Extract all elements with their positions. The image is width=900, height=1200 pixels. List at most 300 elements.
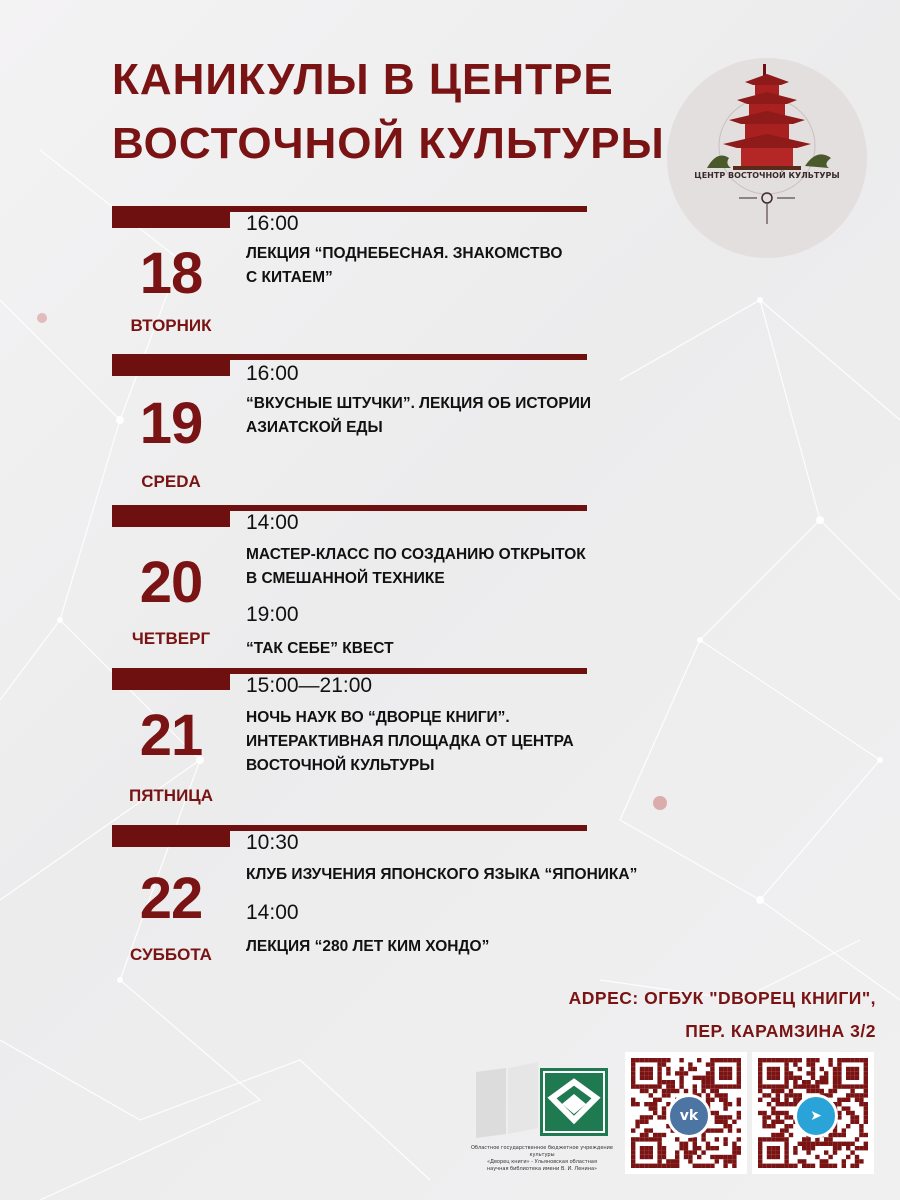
qr-module (635, 1084, 639, 1088)
qr-module (719, 1120, 723, 1124)
qr-module (706, 1098, 710, 1102)
qr-module (776, 1089, 780, 1093)
qr-module (758, 1146, 762, 1150)
event-description (246, 242, 706, 290)
qr-module (723, 1106, 727, 1110)
qr-module (802, 1137, 806, 1141)
qr-module (776, 1111, 780, 1115)
qr-module (640, 1084, 644, 1088)
qr-module (793, 1058, 797, 1062)
qr-module (732, 1058, 736, 1062)
qr-module (631, 1150, 635, 1154)
event-description-line: “ТАК СЕБЕ” КВЕСТ (246, 640, 394, 657)
qr-module (635, 1102, 639, 1106)
qr-module (767, 1093, 771, 1097)
qr-module (864, 1106, 868, 1110)
qr-module (710, 1164, 714, 1168)
qr-module (728, 1067, 732, 1071)
qr-module (815, 1089, 819, 1093)
event-description-line: ЛЕКЦИЯ “ПОДНЕБЕСНАЯ. ЗНАКОМСТВО (246, 245, 563, 262)
qr-module (657, 1098, 661, 1102)
qr-module (644, 1084, 648, 1088)
qr-module (635, 1164, 639, 1168)
qr-module (855, 1120, 859, 1124)
qr-module (767, 1058, 771, 1062)
qr-module (657, 1133, 661, 1137)
qr-module (666, 1159, 670, 1163)
qr-module (728, 1071, 732, 1075)
qr-module (675, 1155, 679, 1159)
qr-module (833, 1076, 837, 1080)
qr-module (806, 1071, 810, 1075)
qr-module (640, 1120, 644, 1124)
qr-module (644, 1102, 648, 1106)
qr-module (758, 1155, 762, 1159)
qr-module (679, 1058, 683, 1062)
qr-module (723, 1164, 727, 1168)
event-description (246, 637, 706, 661)
qr-module (631, 1137, 635, 1141)
qr-module (723, 1098, 727, 1102)
qr-module (666, 1058, 670, 1062)
title-line-2: ВОСТОЧНОЙ КУЛЬТУРЫ (112, 119, 665, 168)
qr-module (732, 1164, 736, 1168)
qr-module (662, 1133, 666, 1137)
qr-module (640, 1071, 644, 1075)
qr-module (767, 1067, 771, 1071)
qr-module (666, 1067, 670, 1071)
qr-module (806, 1062, 810, 1066)
qr-module (767, 1155, 771, 1159)
qr-module (806, 1146, 810, 1150)
qr-module (644, 1115, 648, 1119)
qr-module (776, 1071, 780, 1075)
qr-module (784, 1076, 788, 1080)
qr-module (864, 1089, 868, 1093)
qr-module (811, 1067, 815, 1071)
qr-module (758, 1080, 762, 1084)
qr-module (828, 1142, 832, 1146)
qr-module (644, 1058, 648, 1062)
qr-module (644, 1076, 648, 1080)
day-tab (112, 206, 230, 228)
qr-module (723, 1115, 727, 1119)
qr-module (864, 1058, 868, 1062)
qr-module (631, 1071, 635, 1075)
qr-module (789, 1076, 793, 1080)
qr-code-vk[interactable] (625, 1052, 747, 1174)
qr-module (846, 1067, 850, 1071)
qr-module (631, 1164, 635, 1168)
qr-module (723, 1120, 727, 1124)
qr-module (684, 1142, 688, 1146)
qr-module (864, 1146, 868, 1150)
qr-module (662, 1111, 666, 1115)
qr-module (653, 1102, 657, 1106)
qr-module (653, 1133, 657, 1137)
qr-module (715, 1155, 719, 1159)
qr-module (662, 1106, 666, 1110)
qr-module (767, 1164, 771, 1168)
qr-module (701, 1089, 705, 1093)
qr-module (837, 1062, 841, 1066)
qr-module (679, 1142, 683, 1146)
qr-module (837, 1146, 841, 1150)
event-description-line: В СМЕШАННОЙ ТЕХНИКЕ (246, 570, 445, 587)
qr-code-telegram[interactable] (752, 1052, 874, 1174)
qr-module (793, 1146, 797, 1150)
qr-module (776, 1098, 780, 1102)
qr-module (811, 1146, 815, 1150)
event-time: 16:00 (246, 362, 299, 385)
qr-module (701, 1076, 705, 1080)
qr-module (662, 1115, 666, 1119)
qr-module (706, 1084, 710, 1088)
qr-module (737, 1071, 741, 1075)
qr-module (649, 1058, 653, 1062)
qr-module (688, 1155, 692, 1159)
qr-module (732, 1159, 736, 1163)
qr-module (824, 1142, 828, 1146)
qr-module (657, 1115, 661, 1119)
center-logo (667, 58, 867, 258)
qr-module (771, 1058, 775, 1062)
qr-module (649, 1093, 653, 1097)
library-logo-icon (540, 1068, 608, 1136)
qr-module (723, 1124, 727, 1128)
qr-module (789, 1058, 793, 1062)
qr-module (855, 1137, 859, 1141)
qr-module (846, 1076, 850, 1080)
qr-module (635, 1137, 639, 1141)
qr-module (837, 1067, 841, 1071)
qr-module (780, 1111, 784, 1115)
qr-module (715, 1089, 719, 1093)
qr-module (719, 1067, 723, 1071)
qr-module (693, 1164, 697, 1168)
qr-module (855, 1164, 859, 1168)
qr-module (859, 1146, 863, 1150)
qr-module (776, 1067, 780, 1071)
qr-module (644, 1067, 648, 1071)
qr-module (653, 1137, 657, 1141)
qr-module (640, 1058, 644, 1062)
qr-module (653, 1084, 657, 1088)
qr-module (824, 1164, 828, 1168)
qr-module (789, 1093, 793, 1097)
qr-module (864, 1093, 868, 1097)
qr-module (649, 1076, 653, 1080)
event-description-line: КЛУБ ИЗУЧЕНИЯ ЯПОНСКОГО ЯЗЫКА “ЯПОНИКА” (246, 866, 638, 883)
weekday-label: ПЯТНИЦА (128, 786, 213, 805)
qr-module (850, 1089, 854, 1093)
qr-module (693, 1067, 697, 1071)
qr-module (732, 1084, 736, 1088)
qr-module (758, 1089, 762, 1093)
qr-module (758, 1058, 762, 1062)
qr-module (762, 1124, 766, 1128)
qr-module (728, 1124, 732, 1128)
qr-module (780, 1058, 784, 1062)
qr-module (644, 1128, 648, 1132)
qr-module (666, 1164, 670, 1168)
qr-module (828, 1155, 832, 1159)
qr-module (715, 1120, 719, 1124)
event-description (246, 935, 706, 959)
qr-module (784, 1142, 788, 1146)
qr-module (780, 1128, 784, 1132)
qr-module (710, 1155, 714, 1159)
qr-module (859, 1102, 863, 1106)
qr-module (631, 1067, 635, 1071)
qr-module (824, 1076, 828, 1080)
qr-module (662, 1155, 666, 1159)
qr-module (811, 1062, 815, 1066)
qr-module (771, 1098, 775, 1102)
qr-module (784, 1111, 788, 1115)
event-description-line: ЛЕКЦИЯ “280 ЛЕТ КИМ ХОНДО” (246, 938, 490, 955)
qr-module (842, 1142, 846, 1146)
qr-module (679, 1080, 683, 1084)
qr-module (662, 1150, 666, 1154)
qr-module (706, 1062, 710, 1066)
qr-module (723, 1067, 727, 1071)
qr-module (837, 1076, 841, 1080)
qr-module (675, 1071, 679, 1075)
event-description-line: ВОСТОЧНОЙ КУЛЬТУРЫ (246, 757, 435, 774)
qr-module (662, 1089, 666, 1093)
weekday-label: СРЕDА (141, 472, 201, 491)
qr-module (640, 1133, 644, 1137)
qr-module (737, 1150, 741, 1154)
qr-module (640, 1089, 644, 1093)
qr-module (662, 1080, 666, 1084)
qr-module (649, 1106, 653, 1110)
qr-module (631, 1058, 635, 1062)
qr-module (771, 1071, 775, 1075)
qr-module (640, 1155, 644, 1159)
qr-module (789, 1089, 793, 1093)
qr-module (693, 1084, 697, 1088)
qr-module (767, 1115, 771, 1119)
qr-module (806, 1089, 810, 1093)
qr-module (828, 1137, 832, 1141)
qr-module (864, 1080, 868, 1084)
qr-module (864, 1115, 868, 1119)
qr-module (688, 1159, 692, 1163)
qr-module (864, 1102, 868, 1106)
qr-module (657, 1142, 661, 1146)
qr-module (784, 1137, 788, 1141)
qr-module (780, 1133, 784, 1137)
library-caption-line-3: научная библиотека имени В. И. Ленина» (486, 1166, 598, 1172)
qr-module (657, 1058, 661, 1062)
qr-module (697, 1076, 701, 1080)
qr-module (767, 1071, 771, 1075)
qr-module (820, 1089, 824, 1093)
qr-module (824, 1137, 828, 1141)
qr-module (732, 1142, 736, 1146)
qr-module (850, 1076, 854, 1080)
qr-module (789, 1164, 793, 1168)
qr-module (728, 1076, 732, 1080)
qr-module (653, 1058, 657, 1062)
qr-module (850, 1111, 854, 1115)
qr-module (767, 1076, 771, 1080)
qr-module (828, 1089, 832, 1093)
qr-module (767, 1150, 771, 1154)
qr-module (789, 1102, 793, 1106)
qr-module (855, 1155, 859, 1159)
qr-module (631, 1146, 635, 1150)
qr-module (653, 1111, 657, 1115)
qr-module (798, 1142, 802, 1146)
qr-module (864, 1067, 868, 1071)
qr-module (828, 1093, 832, 1097)
qr-module (758, 1084, 762, 1088)
qr-module (706, 1093, 710, 1097)
qr-module (815, 1058, 819, 1062)
qr-module (649, 1115, 653, 1119)
qr-module (693, 1146, 697, 1150)
address-line-1: АDРЕС: ОГБУК "DВОРЕЦ КНИГИ", (568, 988, 876, 1008)
qr-module (737, 1137, 741, 1141)
qr-module (855, 1146, 859, 1150)
qr-module (631, 1062, 635, 1066)
qr-module (806, 1150, 810, 1154)
qr-module (833, 1164, 837, 1168)
qr-module (784, 1067, 788, 1071)
qr-module (723, 1058, 727, 1062)
qr-module (644, 1071, 648, 1075)
qr-module (811, 1164, 815, 1168)
qr-module (776, 1133, 780, 1137)
qr-module (789, 1124, 793, 1128)
qr-module (864, 1084, 868, 1088)
qr-module (842, 1058, 846, 1062)
qr-module (762, 1111, 766, 1115)
qr-module (771, 1111, 775, 1115)
qr-module (631, 1155, 635, 1159)
qr-module (855, 1084, 859, 1088)
qr-module (780, 1084, 784, 1088)
qr-module (864, 1120, 868, 1124)
qr-module (846, 1106, 850, 1110)
qr-module (855, 1159, 859, 1163)
qr-module (771, 1089, 775, 1093)
qr-module (758, 1062, 762, 1066)
qr-module (675, 1137, 679, 1141)
qr-module (820, 1164, 824, 1168)
qr-module (784, 1102, 788, 1106)
qr-module (640, 1076, 644, 1080)
day-number: 22 (139, 866, 203, 931)
qr-module (653, 1106, 657, 1110)
qr-module (793, 1164, 797, 1168)
qr-module (828, 1164, 832, 1168)
qr-module (635, 1120, 639, 1124)
title-line-1: КАНИКУЛЫ В ЦЕНТРЕ (112, 55, 614, 104)
qr-module (771, 1076, 775, 1080)
qr-module (715, 1111, 719, 1115)
qr-module (662, 1146, 666, 1150)
qr-module (802, 1080, 806, 1084)
qr-module (631, 1159, 635, 1163)
qr-module (657, 1150, 661, 1154)
qr-module (737, 1058, 741, 1062)
event-description-line: АЗИАТСКОЙ ЕДЫ (246, 419, 383, 436)
event-time: 14:00 (246, 901, 299, 924)
qr-module (855, 1093, 859, 1097)
qr-module (802, 1142, 806, 1146)
qr-module (732, 1155, 736, 1159)
qr-module (710, 1067, 714, 1071)
qr-module (710, 1062, 714, 1066)
qr-module (846, 1093, 850, 1097)
qr-module (784, 1071, 788, 1075)
qr-module (723, 1084, 727, 1088)
qr-module (644, 1133, 648, 1137)
qr-module (842, 1159, 846, 1163)
qr-module (771, 1146, 775, 1150)
qr-module (842, 1128, 846, 1132)
qr-module (684, 1155, 688, 1159)
qr-module (719, 1115, 723, 1119)
qr-module (649, 1071, 653, 1075)
qr-module (758, 1159, 762, 1163)
qr-module (864, 1076, 868, 1080)
qr-module (697, 1058, 701, 1062)
qr-module (710, 1076, 714, 1080)
qr-module (806, 1058, 810, 1062)
qr-module (679, 1071, 683, 1075)
qr-module (631, 1080, 635, 1084)
qr-module (784, 1084, 788, 1088)
qr-module (784, 1080, 788, 1084)
qr-module (802, 1084, 806, 1088)
qr-module (666, 1080, 670, 1084)
qr-module (776, 1146, 780, 1150)
vk-icon: vk (667, 1094, 711, 1138)
event-description (246, 863, 706, 887)
qr-module (728, 1155, 732, 1159)
qr-module (644, 1137, 648, 1141)
weekday-label: ЧЕТВЕРГ (131, 629, 211, 648)
qr-module (784, 1128, 788, 1132)
qr-module (666, 1071, 670, 1075)
qr-module (776, 1093, 780, 1097)
qr-module (842, 1106, 846, 1110)
qr-module (784, 1124, 788, 1128)
qr-module (706, 1071, 710, 1075)
qr-module (697, 1155, 701, 1159)
qr-module (762, 1137, 766, 1141)
qr-module (701, 1080, 705, 1084)
qr-module (693, 1142, 697, 1146)
qr-module (771, 1150, 775, 1154)
qr-module (701, 1150, 705, 1154)
qr-module (732, 1146, 736, 1150)
qr-module (784, 1098, 788, 1102)
qr-module (693, 1137, 697, 1141)
qr-module (728, 1058, 732, 1062)
qr-module (640, 1137, 644, 1141)
qr-module (732, 1150, 736, 1154)
qr-module (640, 1146, 644, 1150)
qr-module (798, 1076, 802, 1080)
day-number: 18 (139, 241, 203, 306)
qr-module (719, 1071, 723, 1075)
